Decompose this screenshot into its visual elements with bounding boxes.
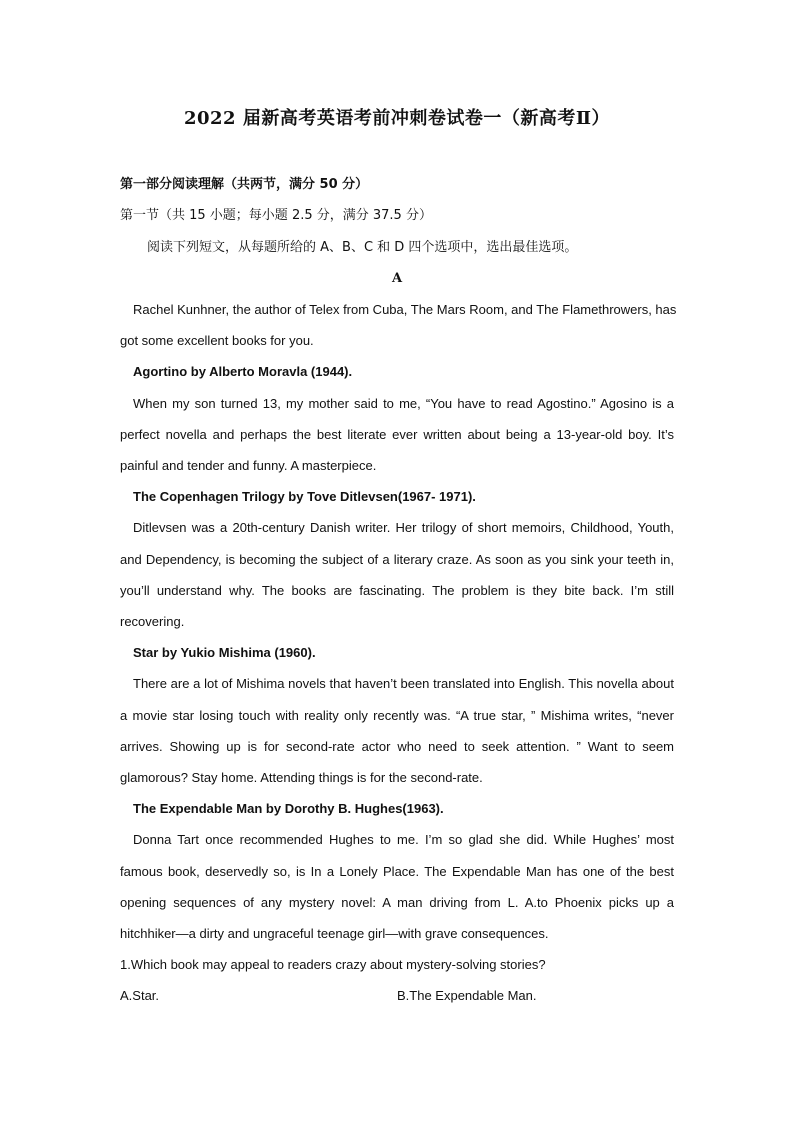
option-a: A.Star. [120, 988, 160, 1003]
book-text-line: Ditlevsen was a 20th-century Danish writer. Her trilogy of short memoirs, Childhood, Youth, [133, 520, 674, 535]
book-text-line: Donna Tart once recommended Hughes to me. I’m so glad she did. While Hughes’ most [133, 832, 674, 847]
book-text-line: recovering. [120, 614, 185, 629]
book-text-line: glamorous? Stay home. Attending things is for the second-rate. [120, 770, 483, 785]
book-heading: Agortino by Alberto Moravla (1944). [133, 364, 353, 379]
section1-heading: 第一节（共 15 小题；每小题 2.5 分，满分 37.5 分） [120, 208, 432, 223]
book-text-line: and Dependency, is becoming the subject of a literary craze. As soon as you sink your teeth in, [120, 552, 674, 567]
book-text-line: famous book, deservedly so, is In a Lonely Place. The Expendable Man has one of the best [120, 864, 674, 879]
book-text-line: perfect novella and perhaps the best literate ever written about being a 13-year-old boy. It’s [120, 427, 674, 442]
page-title: 2022 届新高考英语考前冲刺卷试卷一（新高考Ⅱ） [183, 108, 611, 129]
passage-label: A [391, 271, 403, 286]
book-text-line: painful and tender and funny. A masterpiece. [120, 458, 377, 473]
book-text-line: you’ll understand why. The books are fascinating. The problem is they bite back. I’m still [120, 583, 674, 598]
book-text-line: hitchhiker—a dirty and ungraceful teenage girl—with grave consequences. [120, 926, 549, 941]
book-text-line: arrives. Showing up is for second-rate actor who need to seek attention. ” Want to seem [120, 739, 674, 754]
part1-heading: 第一部分阅读理解（共两节，满分 50 分） [120, 177, 369, 192]
intro-line: Rachel Kunhner, the author of Telex from Cuba, The Mars Room, and The Flamethrowers, has [133, 302, 677, 317]
book-heading: The Expendable Man by Dorothy B. Hughes(1963). [133, 801, 444, 816]
book-text-line: There are a lot of Mishima novels that haven’t been translated into English. This novella about [133, 676, 674, 691]
book-text-line: When my son turned 13, my mother said to me, “You have to read Agostino.” Agosino is a [133, 396, 674, 411]
book-heading: Star by Yukio Mishima (1960). [133, 645, 316, 660]
question-stem: 1.Which book may appeal to readers crazy about mystery-solving stories? [120, 957, 546, 972]
intro-line: got some excellent books for you. [120, 333, 314, 348]
book-text-line: opening sequences of any mystery novel: A man driving from L. A.to Phoenix picks up a [120, 895, 674, 910]
option-b: B.The Expendable Man. [397, 988, 537, 1003]
book-heading: The Copenhagen Trilogy by Tove Ditlevsen(1967- 1971). [133, 489, 476, 504]
book-text-line: a movie star losing touch with reality only recently was. “A true star, ” Mishima writes, “never [120, 708, 674, 723]
instructions: 阅读下列短文，从每题所给的 A、B、C 和 D 四个选项中，选出最佳选项。 [147, 240, 578, 255]
